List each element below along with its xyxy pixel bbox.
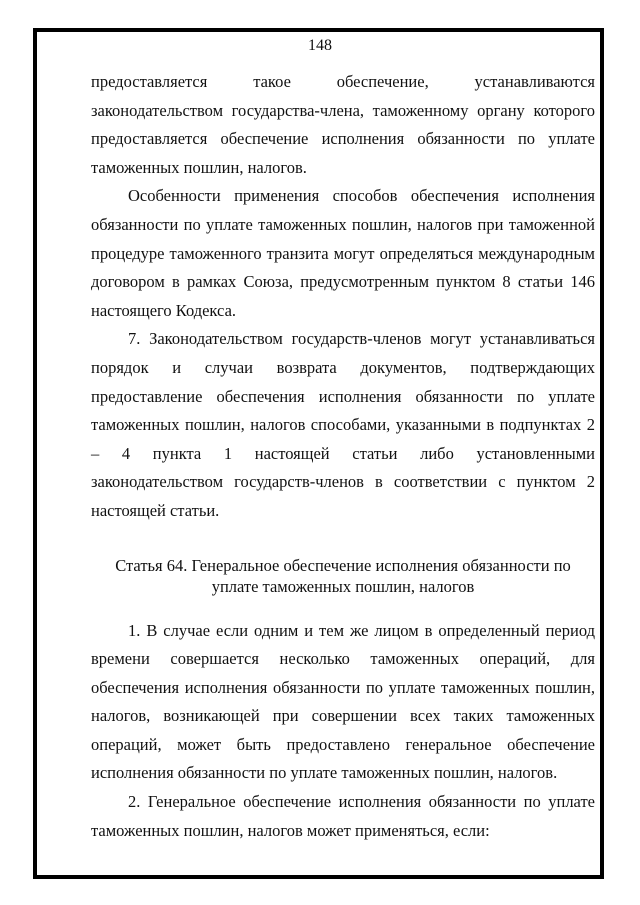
document-body [91,68,595,845]
paragraph-continuation: предоставляется такое обеспечение, устанавливаются законодательством государства-члена, таможенному органу которого предоставляется обеспечение исполнения обязанности по уплате таможенных пошлин, налогов. [91,72,595,177]
heading-spacer [91,597,595,617]
paragraph-item-1: 1. В случае если одним и тем же лицом в определенный период времени совершается несколько таможенных операций, для обеспечения исполнения обязанности по уплате таможенных пошлин, налогов, возникающей при совершении всех таких таможенных операций, может быть предоставлено генеральное обеспечение исполнения обязанности по уплате таможенных пошлин, налогов. [91,620,595,783]
page-number: 148 [308,37,332,54]
article-heading: Статья 64. Генеральное обеспечение исполнения обязанности по уплате таможенных пошлин, налогов [115,555,571,596]
paragraph-item-7: 7. Законодательством государств-членов могут устанавливаться порядок и случаи возврата документов, подтверждающих предоставление обеспечения исполнения обязанности по уплате таможенных пошлин, налогов способами, указанными в подпунктах 2 – 4 пункта 1 настоящей статьи либо установленными законодательством государств-членов в соответствии с пунктом 2 настоящей статьи. [91,329,595,520]
paragraph-transit-features: Особенности применения способов обеспечения исполнения обязанности по уплате таможенных пошлин, налогов при таможенной процедуре таможенного транзита могут определяться международным договором в рамках Союза, предусмотренным пунктом 8 статьи 146 настоящего Кодекса. [91,186,595,320]
section-spacer [91,526,595,555]
paragraph-item-2: 2. Генеральное обеспечение исполнения обязанности по уплате таможенных пошлин, налогов может применяться, если: [91,792,595,840]
